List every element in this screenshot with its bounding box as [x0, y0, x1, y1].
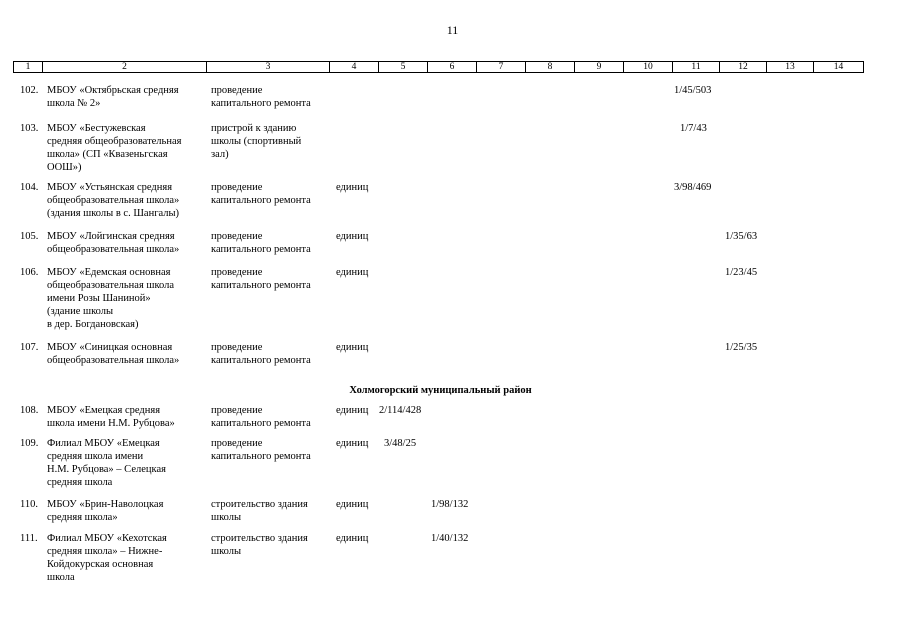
row-value: 1/40/132: [431, 533, 469, 544]
page-number: 11: [446, 23, 459, 37]
institution-name: МБОУ «Синицкая основная общеобразовательная школа»: [47, 342, 180, 366]
row-unit: единиц: [336, 342, 369, 353]
column-header-4: 4: [330, 62, 379, 73]
work-type: проведение капитального ремонта: [211, 231, 311, 255]
institution-name: Филиал МБОУ «Емецкая средняя школа имени Н.М. Рубцова» – Селецкая средняя школа: [47, 438, 166, 488]
work-type: проведение капитального ремонта: [211, 405, 311, 429]
row-number: 105.: [20, 231, 39, 242]
row-value: 3/48/25: [384, 438, 417, 449]
column-header-12: 12: [720, 62, 767, 73]
institution-name: МБОУ «Октябрьская средняя школа № 2»: [47, 85, 179, 109]
institution-name: Филиал МБОУ «Кехотская средняя школа» – Нижне- Койдокурская основная школа: [47, 533, 167, 583]
row-unit: единиц: [336, 533, 369, 544]
institution-name: МБОУ «Едемская основная общеобразовательная школа имени Розы Шаниной» (здание школы в дер. Богдановская): [47, 267, 175, 330]
work-type: проведение капитального ремонта: [211, 267, 311, 291]
column-header-1: 1: [14, 62, 43, 73]
work-type: проведение капитального ремонта: [211, 342, 311, 366]
row-value: 3/98/469: [674, 182, 712, 193]
row-unit: единиц: [336, 182, 369, 193]
column-header-13: 13: [767, 62, 814, 73]
column-header-14: 14: [814, 62, 864, 73]
column-header-9: 9: [575, 62, 624, 73]
row-unit: единиц: [336, 499, 369, 510]
institution-name: МБОУ «Лойгинская средняя общеобразовательная школа»: [47, 231, 180, 255]
work-type: проведение капитального ремонта: [211, 182, 311, 206]
row-number: 109.: [20, 438, 39, 449]
column-header-3: 3: [207, 62, 330, 73]
institution-name: МБОУ «Брин-Наволоцкая средняя школа»: [47, 499, 164, 523]
row-value: 1/45/503: [674, 85, 712, 96]
institution-name: МБОУ «Емецкая средняя школа имени Н.М. Рубцова»: [47, 405, 175, 429]
row-value: 1/25/35: [725, 342, 758, 353]
row-number: 104.: [20, 182, 39, 193]
section-title: [0, 384, 905, 397]
column-header-11: 11: [673, 62, 720, 73]
row-unit: единиц: [336, 405, 369, 416]
column-header-7: 7: [477, 62, 526, 73]
work-type: проведение капитального ремонта: [211, 438, 311, 462]
section-title-text: Холмогорский муниципальный район: [349, 385, 532, 396]
column-header-5: 5: [379, 62, 428, 73]
row-value: 1/7/43: [680, 123, 707, 134]
column-header-2: 2: [43, 62, 207, 73]
row-value: 1/23/45: [725, 267, 758, 278]
institution-name: МБОУ «Устьянская средняя общеобразовательная школа» (здания школы в с. Шангалы): [47, 182, 180, 219]
column-number-header: [13, 61, 864, 73]
row-value: 1/35/63: [725, 231, 758, 242]
row-number: 103.: [20, 123, 39, 134]
column-header-6: 6: [428, 62, 477, 73]
row-number: 108.: [20, 405, 39, 416]
row-number: 106.: [20, 267, 39, 278]
row-number: 107.: [20, 342, 39, 353]
column-header-10: 10: [624, 62, 673, 73]
institution-name: МБОУ «Бестужевская средняя общеобразовательная школа» (СП «Квазеньгская ООШ»): [47, 123, 182, 173]
work-type: строительство здания школы: [211, 499, 308, 523]
row-number: 102.: [20, 85, 39, 96]
row-number: 110.: [20, 499, 38, 510]
column-header-8: 8: [526, 62, 575, 73]
work-type: проведение капитального ремонта: [211, 85, 311, 109]
row-number: 111.: [20, 533, 38, 544]
work-type: пристрой к зданию школы (спортивный зал): [211, 123, 302, 160]
row-value: 2/114/428: [379, 405, 422, 416]
row-value: 1/98/132: [431, 499, 469, 510]
row-unit: единиц: [336, 231, 369, 242]
work-type: строительство здания школы: [211, 533, 308, 557]
row-unit: единиц: [336, 267, 369, 278]
row-unit: единиц: [336, 438, 369, 449]
